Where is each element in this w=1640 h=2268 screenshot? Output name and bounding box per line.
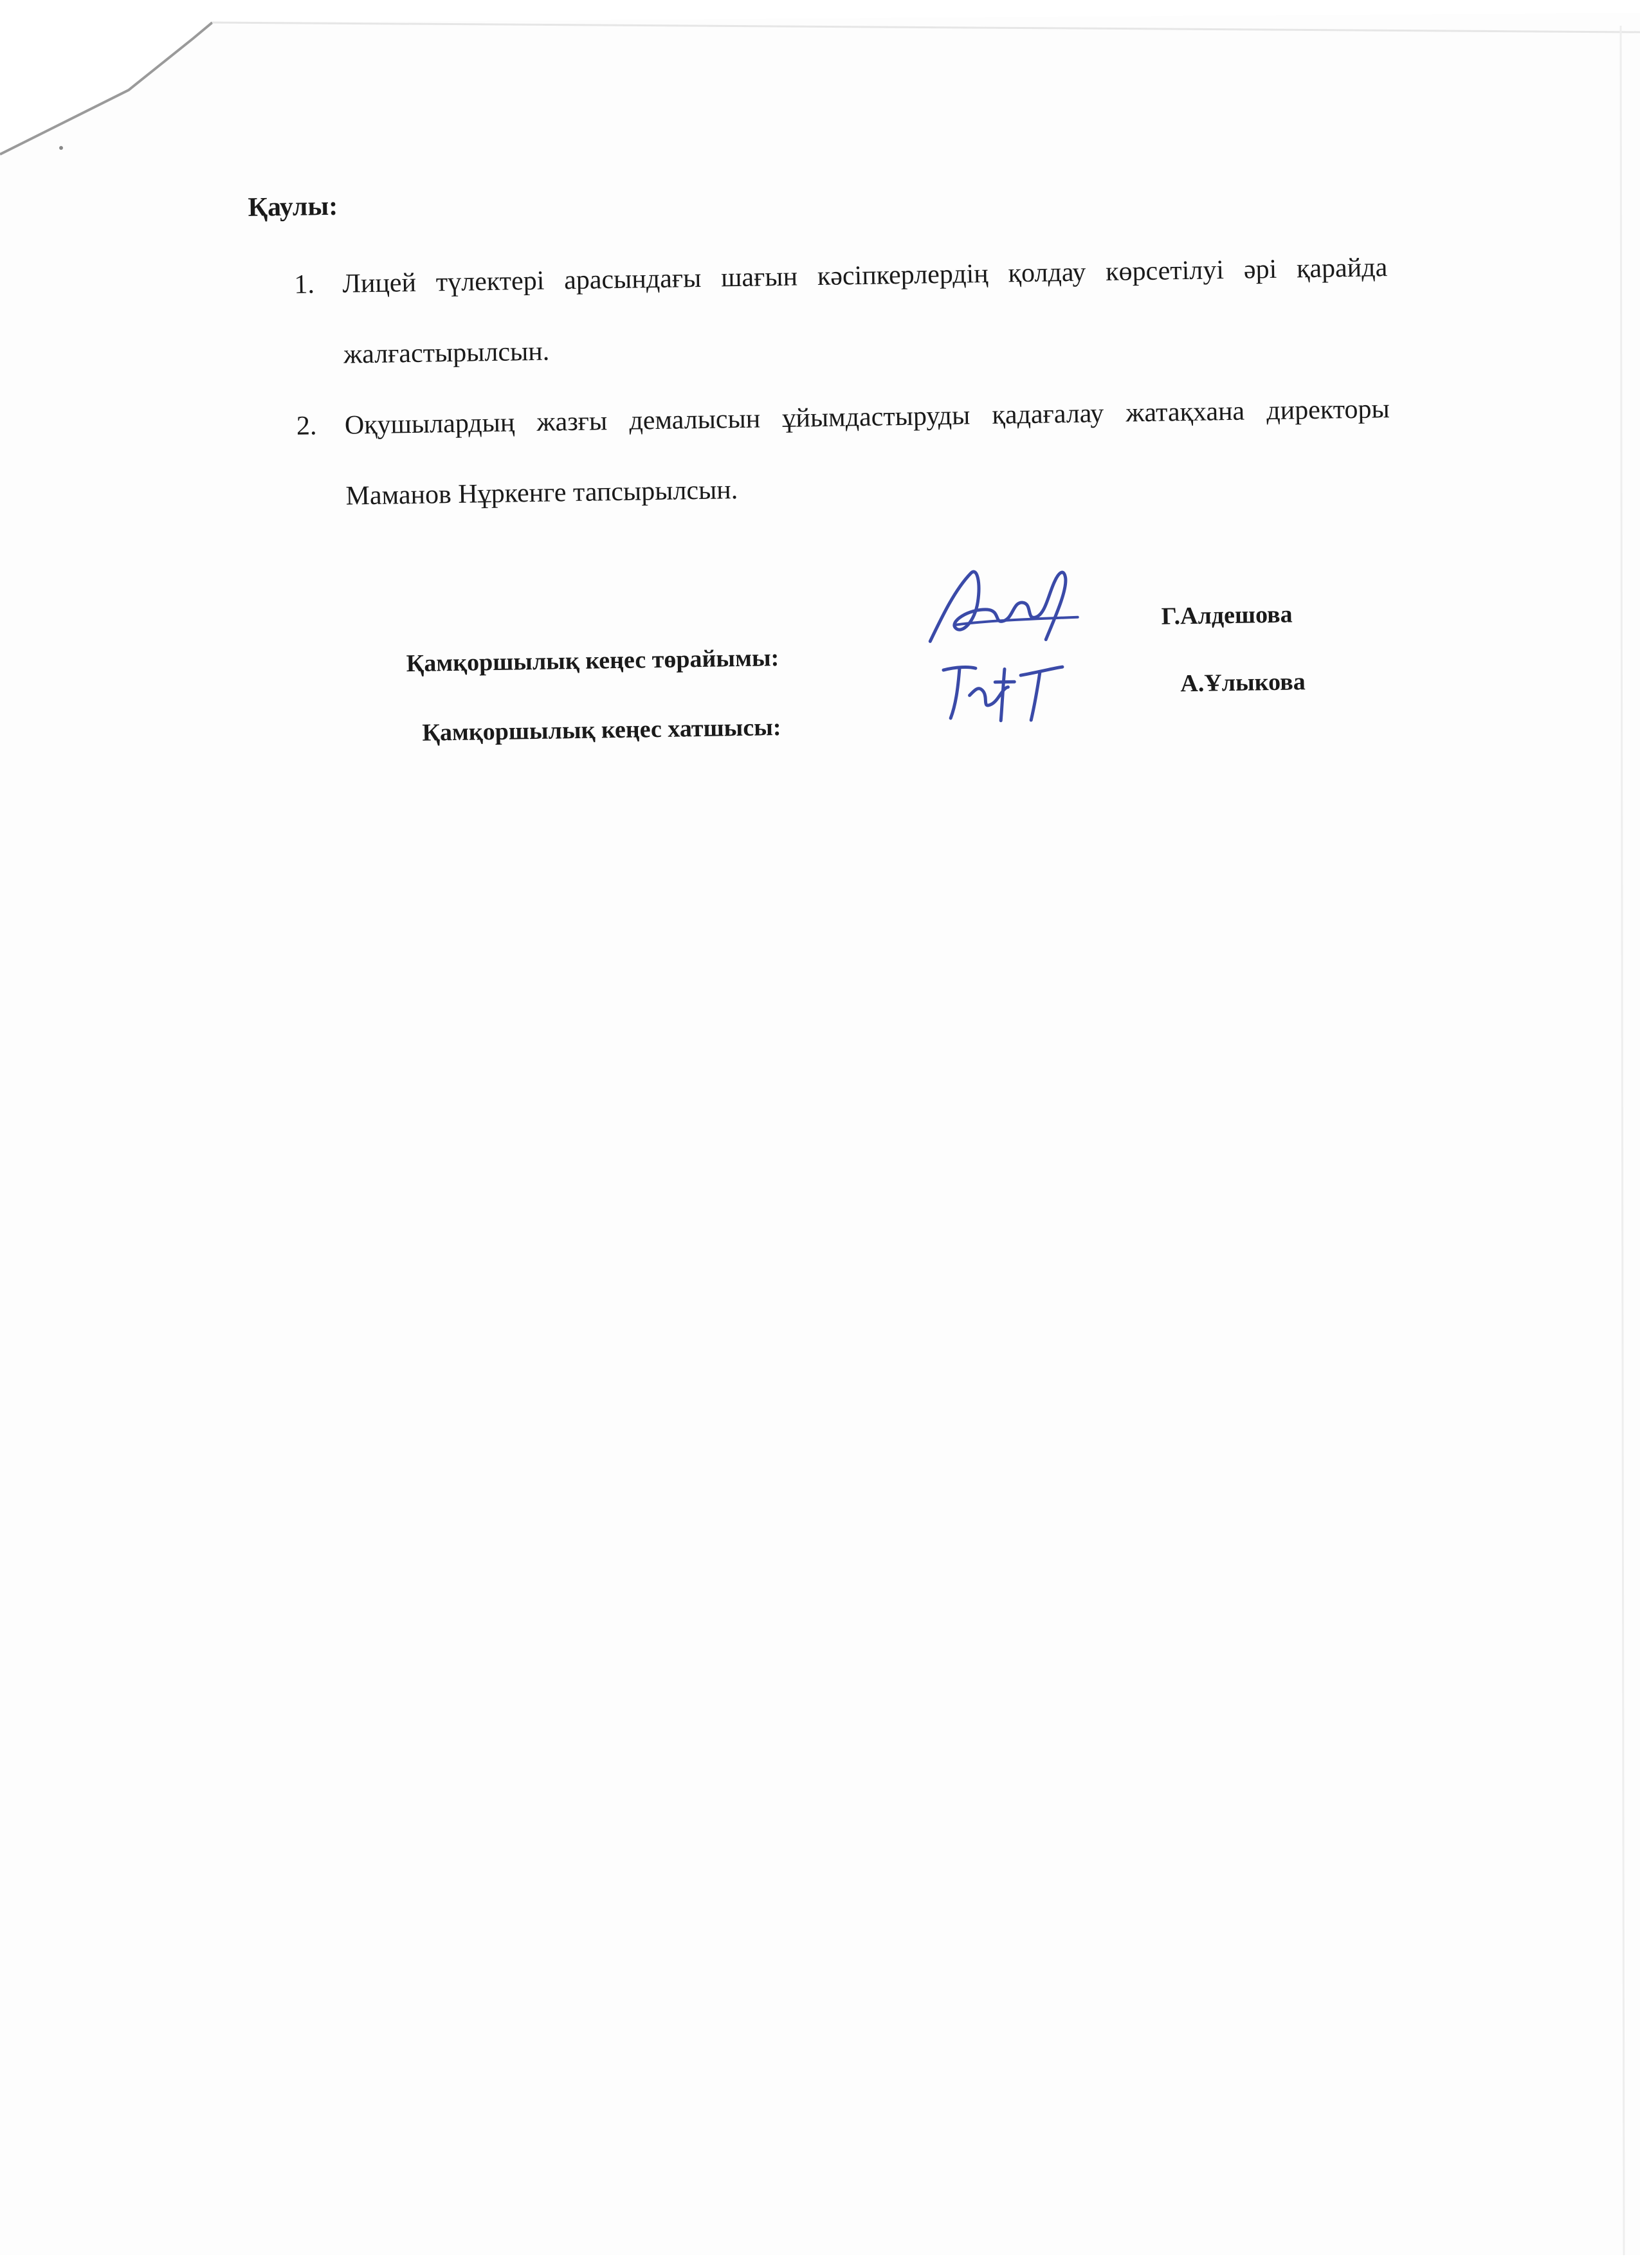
resolution-text: Оқушылардың жазғы демалысын ұйымдастыруды қадағалау жатақхана директоры Маманов Нұркенге тапсырылсын.	[344, 394, 1390, 511]
chairperson-name: Г.Алдешова	[1161, 601, 1293, 630]
resolution-number: 2.	[296, 411, 317, 441]
resolution-number: 1.	[294, 269, 315, 300]
chairperson-role: Қамқоршылық кеңес төрайымы:	[406, 644, 779, 678]
secretary-signature	[931, 655, 1073, 728]
secretary-name: А.Ұлыкова	[1180, 668, 1306, 698]
resolution-text: Лицей түлектері арасындағы шағын кәсіпкерлердің қолдау көрсетілуі әрі қарайда жалғастырылсын.	[342, 253, 1388, 370]
resolution-heading: Қаулы:	[248, 191, 338, 222]
chairperson-signature	[916, 556, 1084, 655]
secretary-role: Қамқоршылық кеңес хатшысы:	[422, 714, 781, 747]
